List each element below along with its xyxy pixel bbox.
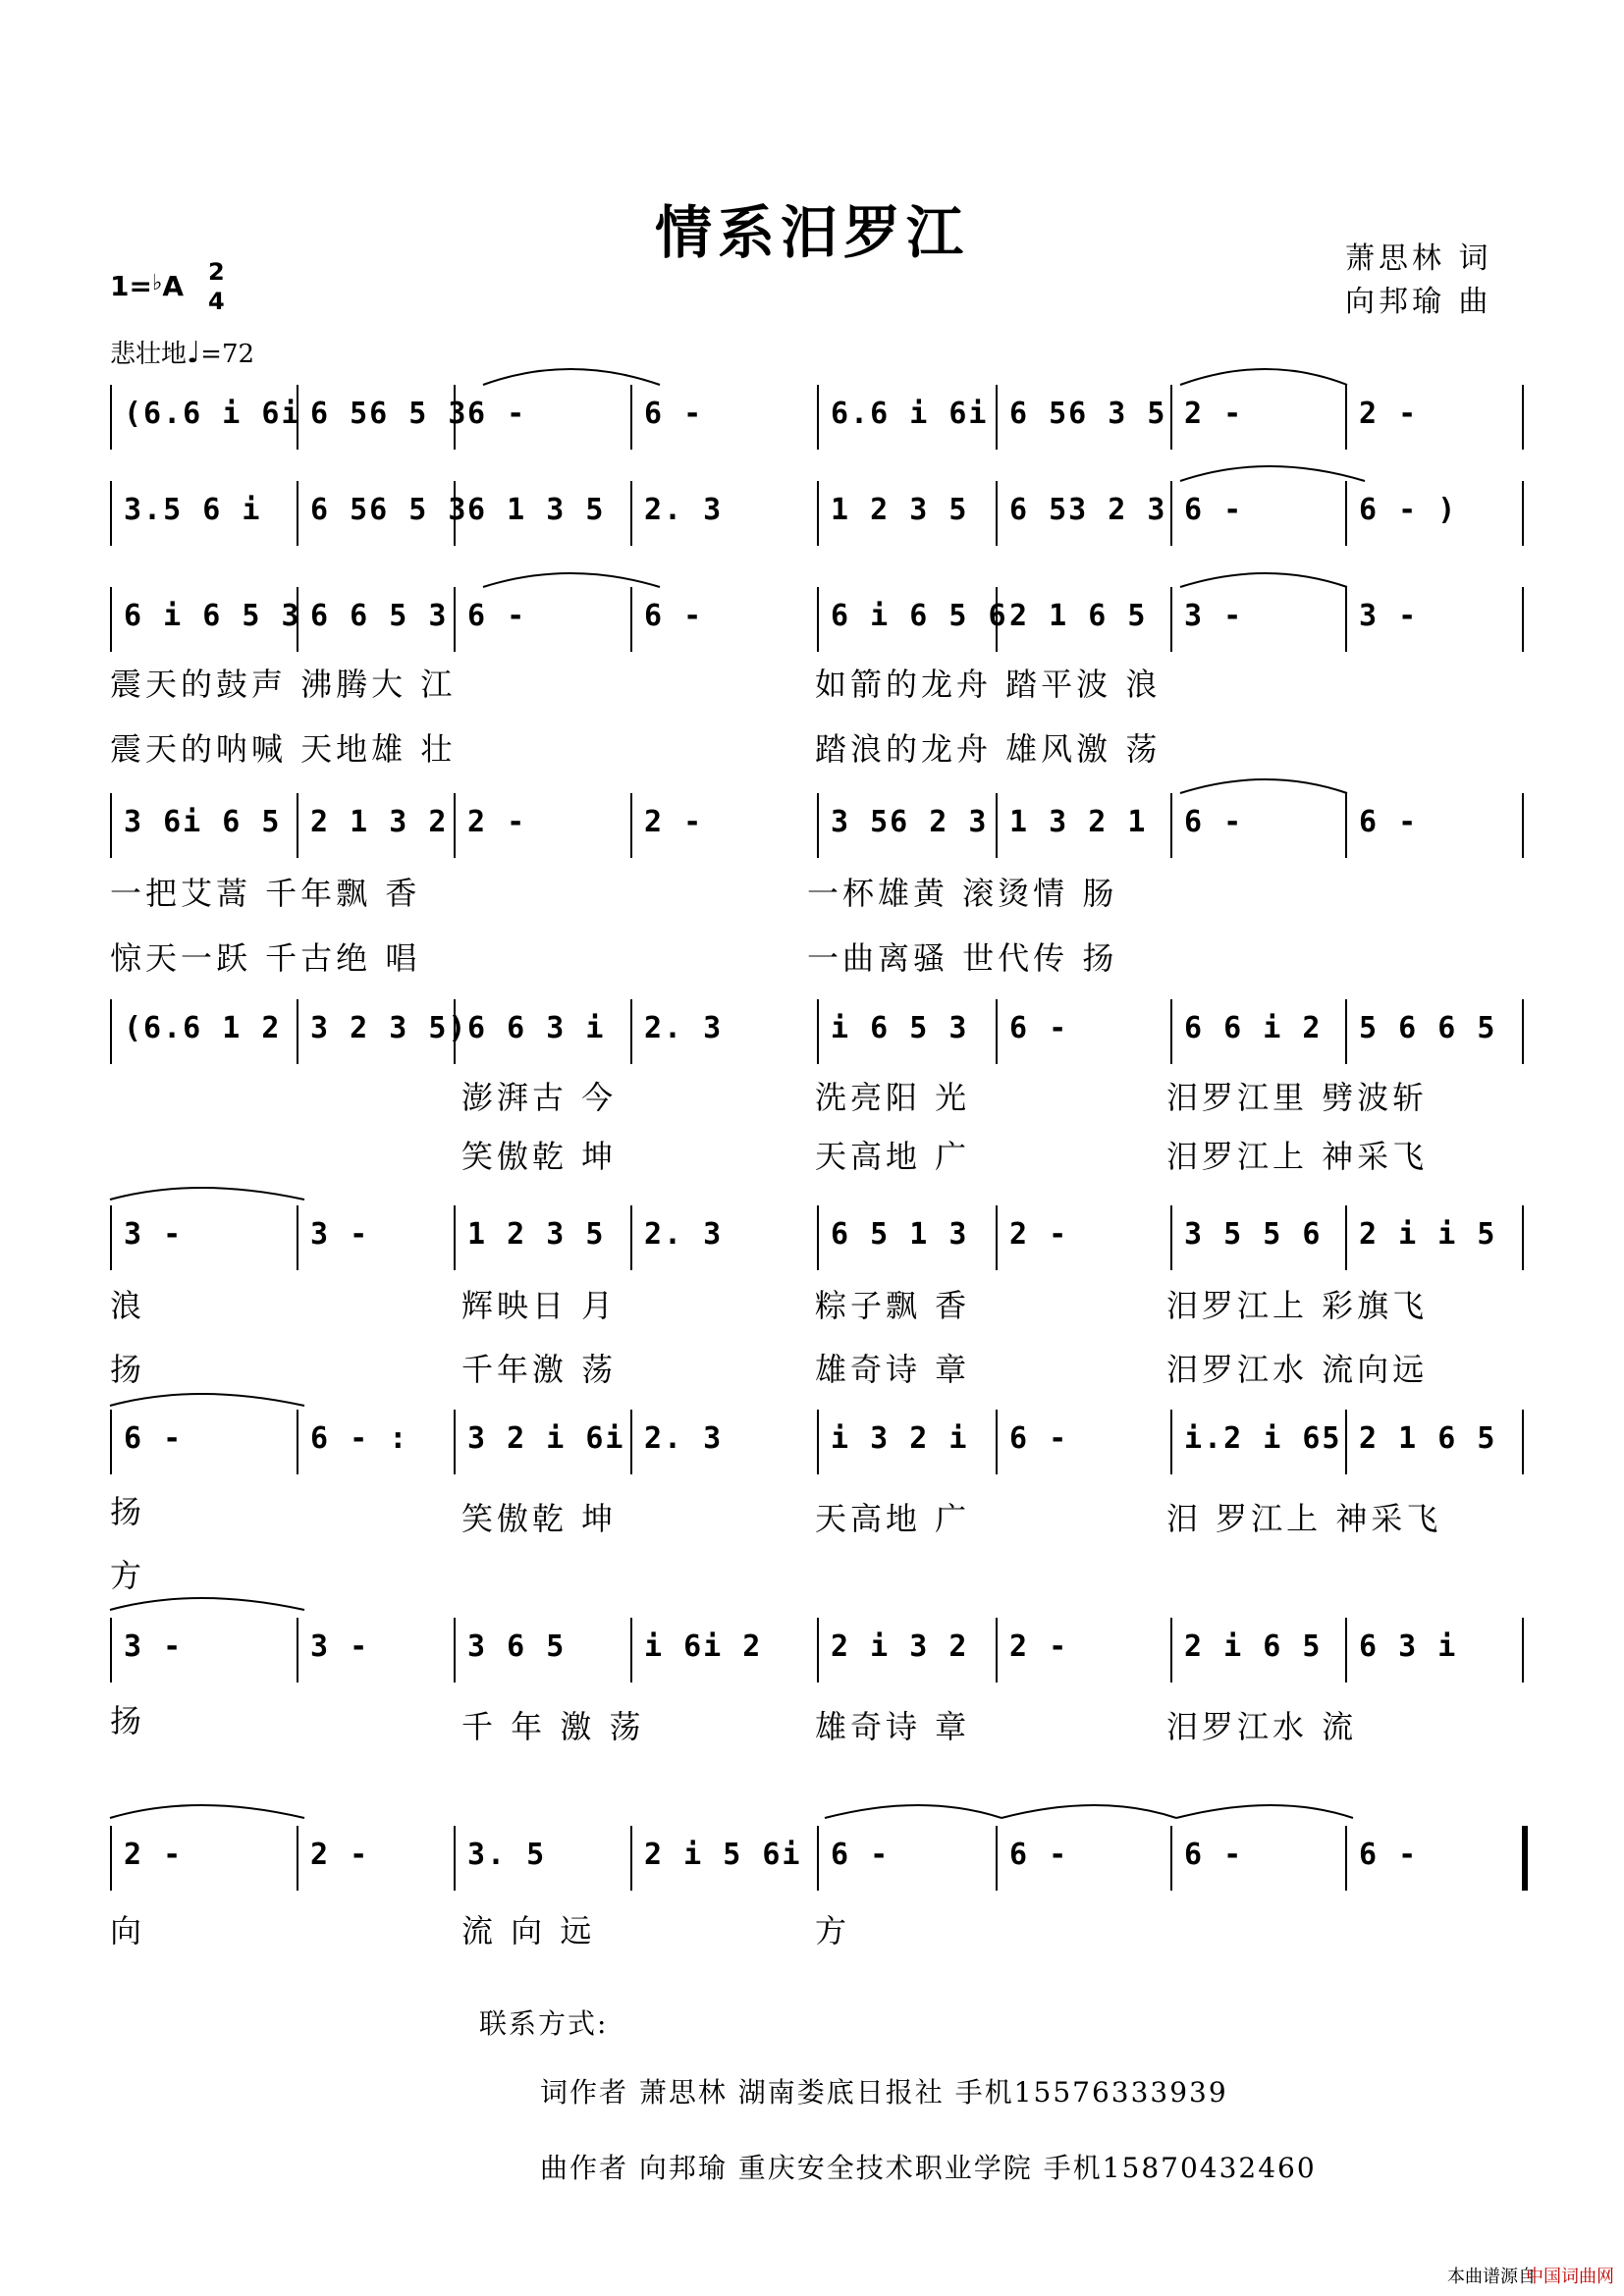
- lyric-line: 汨罗江上 彩旗飞: [1166, 1287, 1429, 1324]
- measure-notes: 6 -: [1359, 805, 1419, 839]
- measure-notes: 3 -: [310, 1217, 370, 1252]
- measure-notes: 2 -: [467, 805, 527, 839]
- measure-notes: 6 -: [1359, 1838, 1419, 1872]
- page-title: 情系汨罗江: [654, 199, 969, 266]
- measure-notes: 6 -: [467, 599, 527, 633]
- measure-notes: 5 6 6 5: [1359, 1011, 1497, 1045]
- measure-notes: 2 -: [124, 1838, 184, 1872]
- measure-notes: 6 -: [1009, 1838, 1069, 1872]
- measure-notes: 2 -: [1184, 397, 1244, 431]
- measure-notes: 3 56 2 3: [831, 805, 989, 839]
- lyric-line: 震天的呐喊 天地雄 壮: [110, 730, 457, 768]
- measure-notes: 2 i 5 6i: [644, 1838, 802, 1872]
- measure-notes: 3 5 5 6: [1184, 1217, 1323, 1252]
- tempo-word: 悲壮地: [110, 340, 188, 369]
- measure-notes: 3 6 5: [467, 1629, 567, 1664]
- measure-notes: 2. 3: [644, 1011, 724, 1045]
- measure-notes: i 6i 2: [644, 1629, 763, 1664]
- slur: [1180, 779, 1347, 793]
- lyric-line: 天高地 广: [815, 1500, 971, 1537]
- time-top: 2: [208, 258, 225, 286]
- measure-notes: i 6 5 3: [831, 1011, 969, 1045]
- lyric-line: 惊天一跃 千古绝 唱: [110, 939, 421, 977]
- measure-notes: 3 2 i 6i: [467, 1421, 625, 1456]
- lyric-line: 雄奇诗 章: [815, 1708, 971, 1745]
- lyric-line: 流 向 远: [461, 1912, 596, 1949]
- watermark-source: 本曲谱源自: [1447, 2267, 1536, 2287]
- measure-notes: 2 1 6 5: [1359, 1421, 1497, 1456]
- lyric-line: 汨 罗江上 神采飞: [1166, 1500, 1442, 1537]
- lyric-line: 千年激 荡: [461, 1351, 618, 1388]
- measure-notes: 1 2 3 5: [467, 1217, 606, 1252]
- measure-notes: 6 6 5 3: [310, 599, 449, 633]
- lyric-line: 一把艾蒿 千年飘 香: [110, 875, 421, 912]
- lyric-line: 方: [110, 1557, 146, 1594]
- lyric-line: 踏浪的龙舟 雄风激 荡: [815, 730, 1162, 768]
- lyric-line: 扬: [110, 1702, 146, 1739]
- measure-notes: 3 -: [124, 1217, 184, 1252]
- lyric-line: 千 年 激 荡: [461, 1708, 645, 1745]
- measure-notes: 6 56 5 3: [310, 493, 468, 527]
- watermark-site: 中国词曲网: [1526, 2267, 1614, 2287]
- measure-notes: 3 2 3 5): [310, 1011, 468, 1045]
- measure-notes: 6 -: [467, 397, 527, 431]
- measure-notes: 6 -: [1184, 805, 1244, 839]
- lyric-line: 向: [110, 1912, 146, 1949]
- measure-notes: 6 -: [1009, 1011, 1069, 1045]
- slur: [110, 1598, 304, 1610]
- measure-notes: 2 -: [644, 805, 704, 839]
- measure-notes: i 3 2 i: [831, 1421, 969, 1456]
- slur: [825, 1805, 1001, 1818]
- measure-notes: 6.6 i 6i: [831, 397, 989, 431]
- measure-notes: 6 i 6 5 3: [124, 599, 301, 633]
- measure-notes: 3 -: [124, 1629, 184, 1664]
- slur: [1176, 1805, 1353, 1818]
- slur: [1180, 466, 1365, 481]
- measure-notes: (6.6 1 2: [124, 1011, 282, 1045]
- slur: [483, 369, 660, 385]
- contact-heading: 联系方式:: [479, 2007, 609, 2040]
- measure-notes: 2 1 6 5: [1009, 599, 1148, 633]
- slur: [483, 573, 660, 587]
- measure-notes: 6 - ): [1359, 493, 1458, 527]
- measure-notes: 6 -: [1009, 1421, 1069, 1456]
- key-note: A: [162, 270, 185, 302]
- measure-notes: 6 -: [1184, 493, 1244, 527]
- lyric-line: 汨罗江上 神采飞: [1166, 1138, 1429, 1175]
- measure-notes: 3. 5: [467, 1838, 547, 1872]
- slur: [1180, 573, 1347, 587]
- lyric-line: 扬: [110, 1493, 146, 1530]
- measure-notes: 6 3 i: [1359, 1629, 1458, 1664]
- measure-notes: 2. 3: [644, 493, 724, 527]
- measure-notes: 2 -: [310, 1838, 370, 1872]
- contact-lyricist: 词作者 萧思林 湖南娄底日报社 手机15576333939: [540, 2076, 1228, 2109]
- lyric-line: 浪: [110, 1287, 146, 1324]
- measure-notes: 6 -: [1184, 1838, 1244, 1872]
- measure-notes: 3.5 6 i: [124, 493, 262, 527]
- measure-notes: 6 56 3 5: [1009, 397, 1167, 431]
- lyric-line: 雄奇诗 章: [815, 1351, 971, 1388]
- lyric-line: 粽子飘 香: [815, 1287, 971, 1324]
- measure-notes: 6 53 2 3: [1009, 493, 1167, 527]
- slur: [1001, 1805, 1176, 1818]
- measure-notes: 2 i i 5: [1359, 1217, 1497, 1252]
- measure-notes: 6 1 3 5: [467, 493, 606, 527]
- lyric-line: 笑傲乾 坤: [461, 1138, 618, 1175]
- measure-notes: 6 - :: [310, 1421, 409, 1456]
- lyric-line: 汨罗江水 流: [1166, 1708, 1358, 1745]
- key-prefix: 1=: [110, 270, 152, 302]
- flat-icon: ♭: [151, 271, 163, 295]
- measure-notes: 2 i 3 2: [831, 1629, 969, 1664]
- composer-credit: 向邦瑜 曲: [1345, 285, 1492, 319]
- lyric-line: 汨罗江里 劈波斩: [1166, 1079, 1429, 1116]
- measure-notes: (6.6 i 6i: [124, 397, 301, 431]
- measure-notes: 3 -: [1359, 599, 1419, 633]
- lyric-line: 一杯雄黄 滚烫情 肠: [807, 875, 1118, 912]
- quarter-note-icon: ♩: [187, 336, 201, 370]
- slur: [1180, 369, 1347, 385]
- measure-notes: 3 -: [310, 1629, 370, 1664]
- measure-notes: 6 5 1 3: [831, 1217, 969, 1252]
- slur: [110, 1188, 304, 1200]
- contact-composer: 曲作者 向邦瑜 重庆安全技术职业学院 手机15870432460: [540, 2152, 1317, 2184]
- time-bottom: 4: [208, 288, 225, 315]
- measure-notes: 2 -: [1009, 1629, 1069, 1664]
- lyric-line: 笑傲乾 坤: [461, 1500, 618, 1537]
- measure-notes: 6 -: [831, 1838, 891, 1872]
- tempo-value: =72: [200, 340, 255, 369]
- lyric-line: 方: [815, 1912, 851, 1949]
- lyric-line: 天高地 广: [815, 1138, 971, 1175]
- lyric-line: 如箭的龙舟 踏平波 浪: [815, 666, 1162, 703]
- lyric-line: 洗亮阳 光: [815, 1079, 971, 1116]
- measure-notes: 2 -: [1359, 397, 1419, 431]
- lyric-line: 辉映日 月: [461, 1287, 618, 1324]
- lyric-line: 震天的鼓声 沸腾大 江: [110, 666, 457, 703]
- measure-notes: 6 6 3 i: [467, 1011, 606, 1045]
- slur: [110, 1805, 304, 1818]
- measure-notes: 1 3 2 1: [1009, 805, 1148, 839]
- lyric-line: 一曲离骚 世代传 扬: [807, 939, 1118, 977]
- measure-notes: 2 1 3 2: [310, 805, 449, 839]
- measure-notes: i.2 i 65: [1184, 1421, 1342, 1456]
- measure-notes: 6 56 5 3: [310, 397, 468, 431]
- measure-notes: 3 6i 6 5: [124, 805, 282, 839]
- slur: [110, 1394, 304, 1406]
- lyric-line: 扬: [110, 1351, 146, 1388]
- measure-notes: 6 6 i 2: [1184, 1011, 1323, 1045]
- lyric-line: 汨罗江水 流向远: [1166, 1351, 1429, 1388]
- measure-notes: 6 -: [124, 1421, 184, 1456]
- measure-notes: 6 i 6 5 6: [831, 599, 1008, 633]
- measure-notes: 2. 3: [644, 1217, 724, 1252]
- measure-notes: 3 -: [1184, 599, 1244, 633]
- lyricist-credit: 萧思林 词: [1345, 241, 1492, 276]
- measure-notes: 2. 3: [644, 1421, 724, 1456]
- measure-notes: 6 -: [644, 599, 704, 633]
- measure-notes: 6 -: [644, 397, 704, 431]
- measure-notes: 1 2 3 5: [831, 493, 969, 527]
- measure-notes: 2 -: [1009, 1217, 1069, 1252]
- measure-notes: 2 i 6 5: [1184, 1629, 1323, 1664]
- lyric-line: 澎湃古 今: [461, 1079, 618, 1116]
